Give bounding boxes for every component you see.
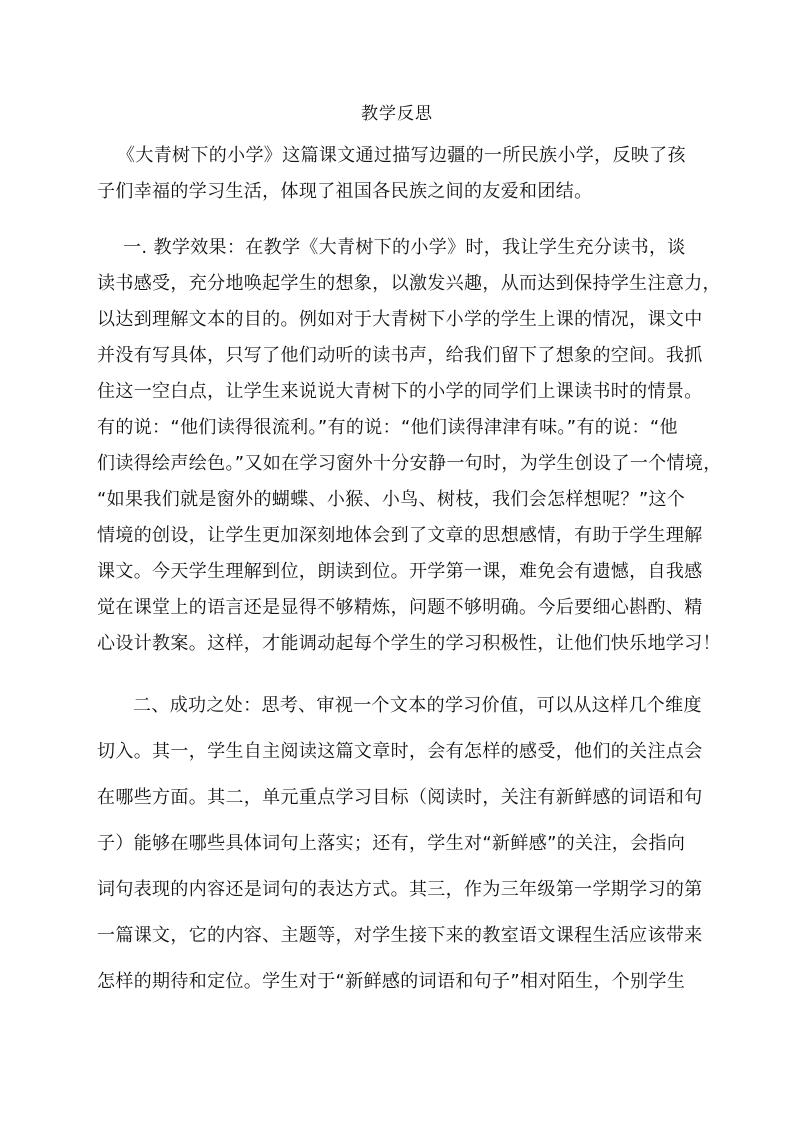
paragraph-line: 《大青树下的小学》这篇课文通过描写边疆的一所民族小学，反映了孩 — [117, 145, 686, 166]
paragraph-line: 子们幸福的学习生活，体现了祖国各民族之间的友爱和团结。 — [97, 181, 593, 202]
paragraph-line: 住这一空白点，让学生来说说大青树下的小学的同学们上课读书时的情景。 — [97, 381, 703, 402]
paragraph-line: 子）能够在哪些具体词句上落实；还有，学生对“新鲜感”的关注，会指向 — [97, 833, 686, 854]
paragraph-line: 二、成功之处：思考、审视一个文本的学习价值，可以从这样几个维度 — [133, 695, 702, 716]
paragraph-line: 以达到理解文本的目的。例如对于大青树下小学的学生上课的情况，课文中 — [97, 309, 703, 330]
paragraph-line: “如果我们就是窗外的蝴蝶、小猴、小鸟、树枝，我们会怎样想呢？”这个 — [97, 489, 686, 510]
paragraph-line: 在哪些方面。其二，单元重点学习目标（阅读时，关注有新鲜感的词语和句 — [97, 787, 703, 808]
paragraph-line: 一. 教学效果：在教学《大青树下的小学》时，我让学生充分读书，谈 — [123, 237, 686, 258]
paragraph-line: 一篇课文，它的内容、主题等，对学生接下来的教室语文课程生活应该带来 — [97, 925, 703, 946]
paragraph-line: 并没有写具体，只写了他们动听的读书声，给我们留下了想象的空间。我抓 — [97, 345, 703, 366]
paragraph-line: 有的说：“他们读得很流利。”有的说：“他们读得津津有味。”有的说：“他 — [97, 417, 678, 438]
paragraph-line: 切入。其一，学生自主阅读这篇文章时，会有怎样的感受，他们的关注点会 — [97, 741, 703, 762]
paragraph-line: 心设计教案。这样，才能调动起每个学生的学习积极性，让他们快乐地学习！ — [97, 633, 721, 654]
paragraph-line: 们读得绘声绘色。”又如在学习窗外十分安静一句时，为学生创设了一个情境， — [97, 453, 722, 474]
paragraph-line: 课文。今天学生理解到位，朗读到位。开学第一课，难免会有遗憾，自我感 — [97, 561, 703, 582]
paragraph-line: 词句表现的内容还是词句的表达方式。其三，作为三年级第一学期学习的第 — [97, 879, 703, 900]
paragraph-line: 情境的创设，让学生更加深刻地体会到了文章的思想感情，有助于学生理解 — [97, 525, 703, 546]
page-title: 教学反思 — [361, 104, 433, 124]
paragraph-line: 怎样的期待和定位。学生对于“新鲜感的词语和句子”相对陌生，个别学生 — [97, 971, 686, 992]
paragraph-line: 读书感受，充分地唤起学生的想象，以激发兴趣，从而达到保持学生注意力， — [97, 273, 721, 294]
paragraph-line: 觉在课堂上的语言还是显得不够精炼，问题不够明确。今后要细心斟酌、精 — [97, 597, 703, 618]
